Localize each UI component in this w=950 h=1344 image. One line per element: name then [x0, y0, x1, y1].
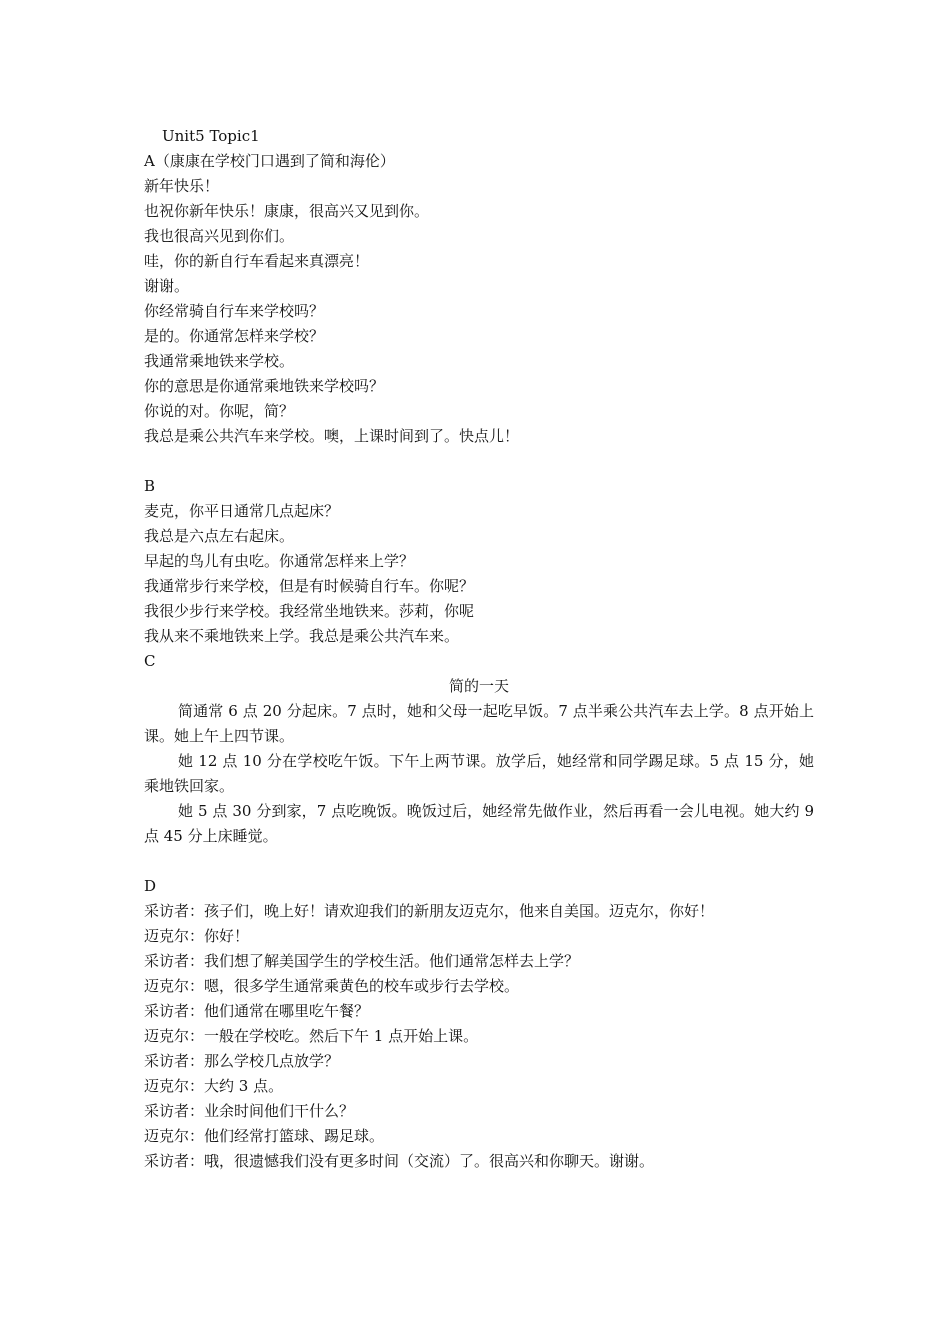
- dialogue-line: 也祝你新年快乐！康康，很高兴又见到你。: [144, 202, 430, 220]
- dialogue-line: 谢谢。: [144, 277, 190, 295]
- dialogue-line: 哇，你的新自行车看起来真漂亮！: [144, 252, 370, 270]
- dialogue-line: 我很少步行来学校。我经常坐地铁来。莎莉，你呢: [144, 602, 475, 620]
- document-title: Unit5 Topic1: [162, 127, 260, 145]
- interview-line: 采访者：孩子们，晚上好！请欢迎我们的新朋友迈克尔，他来自美国。迈克尔，你好！: [144, 902, 715, 920]
- dialogue-line: 我也很高兴见到你们。: [144, 227, 295, 245]
- dialogue-line: 你说的对。你呢，简？: [144, 402, 295, 420]
- passage-paragraph: 她 12 点 10 分在学校吃午饭。下午上两节课。放学后，她经常和同学踢足球。5 点 15 分，她乘地铁回家。: [144, 752, 814, 795]
- dialogue-line: 是的。你通常怎样来学校？: [144, 327, 325, 345]
- interview-line: 采访者：我们想了解美国学生的学校生活。他们通常怎样去上学？: [144, 952, 580, 970]
- dialogue-line: 我从来不乘地铁来上学。我总是乘公共汽车来。: [144, 627, 460, 645]
- dialogue-line: 我通常步行来学校，但是有时候骑自行车。你呢？: [144, 577, 475, 595]
- interview-line: 采访者：那么学校几点放学？: [144, 1052, 340, 1070]
- dialogue-line: 麦克，你平日通常几点起床？: [144, 502, 340, 520]
- interview-line: 采访者：他们通常在哪里吃午餐？: [144, 1002, 370, 1020]
- document-page: [144, 124, 814, 1174]
- section-c: [144, 649, 814, 849]
- dialogue-line: 我通常乘地铁来学校。: [144, 352, 295, 370]
- section-d: [144, 874, 814, 1174]
- section-a: [144, 149, 814, 449]
- interview-line: 迈克尔：他们经常打篮球、踢足球。: [144, 1127, 385, 1145]
- dialogue-line: 新年快乐！: [144, 177, 220, 195]
- blank-line: [144, 449, 814, 474]
- interview-line: 迈克尔：嗯，很多学生通常乘黄色的校车或步行去学校。: [144, 977, 520, 995]
- dialogue-line: 我总是六点左右起床。: [144, 527, 295, 545]
- interview-line: 迈克尔：你好！: [144, 927, 250, 945]
- interview-line: 采访者：业余时间他们干什么？: [144, 1102, 355, 1120]
- section-c-subtitle: 简的一天: [448, 677, 509, 695]
- section-b: [144, 474, 814, 649]
- section-b-heading: B: [144, 477, 156, 495]
- interview-line: 采访者：哦，很遗憾我们没有更多时间（交流）了。很高兴和你聊天。谢谢。: [144, 1152, 655, 1170]
- interview-line: 迈克尔：大约 3 点。: [144, 1077, 284, 1095]
- dialogue-line: 早起的鸟儿有虫吃。你通常怎样来上学？: [144, 552, 415, 570]
- blank-line: [144, 849, 814, 874]
- passage-paragraph: 她 5 点 30 分到家，7 点吃晚饭。晚饭过后，她经常先做作业，然后再看一会儿电视。她大约 9 点 45 分上床睡觉。: [144, 802, 814, 845]
- section-a-heading: A（康康在学校门口遇到了简和海伦）: [144, 152, 395, 170]
- interview-line: 迈克尔：一般在学校吃。然后下午 1 点开始上课。: [144, 1027, 479, 1045]
- passage-paragraph: 简通常 6 点 20 分起床。7 点时，她和父母一起吃早饭。7 点半乘公共汽车去上学。8 点开始上课。她上午上四节课。: [144, 702, 814, 745]
- dialogue-line: 我总是乘公共汽车来学校。噢，上课时间到了。快点儿！: [144, 427, 520, 445]
- section-c-heading: C: [144, 652, 156, 670]
- section-d-heading: D: [144, 877, 157, 895]
- dialogue-line: 你经常骑自行车来学校吗？: [144, 302, 325, 320]
- dialogue-line: 你的意思是你通常乘地铁来学校吗？: [144, 377, 385, 395]
